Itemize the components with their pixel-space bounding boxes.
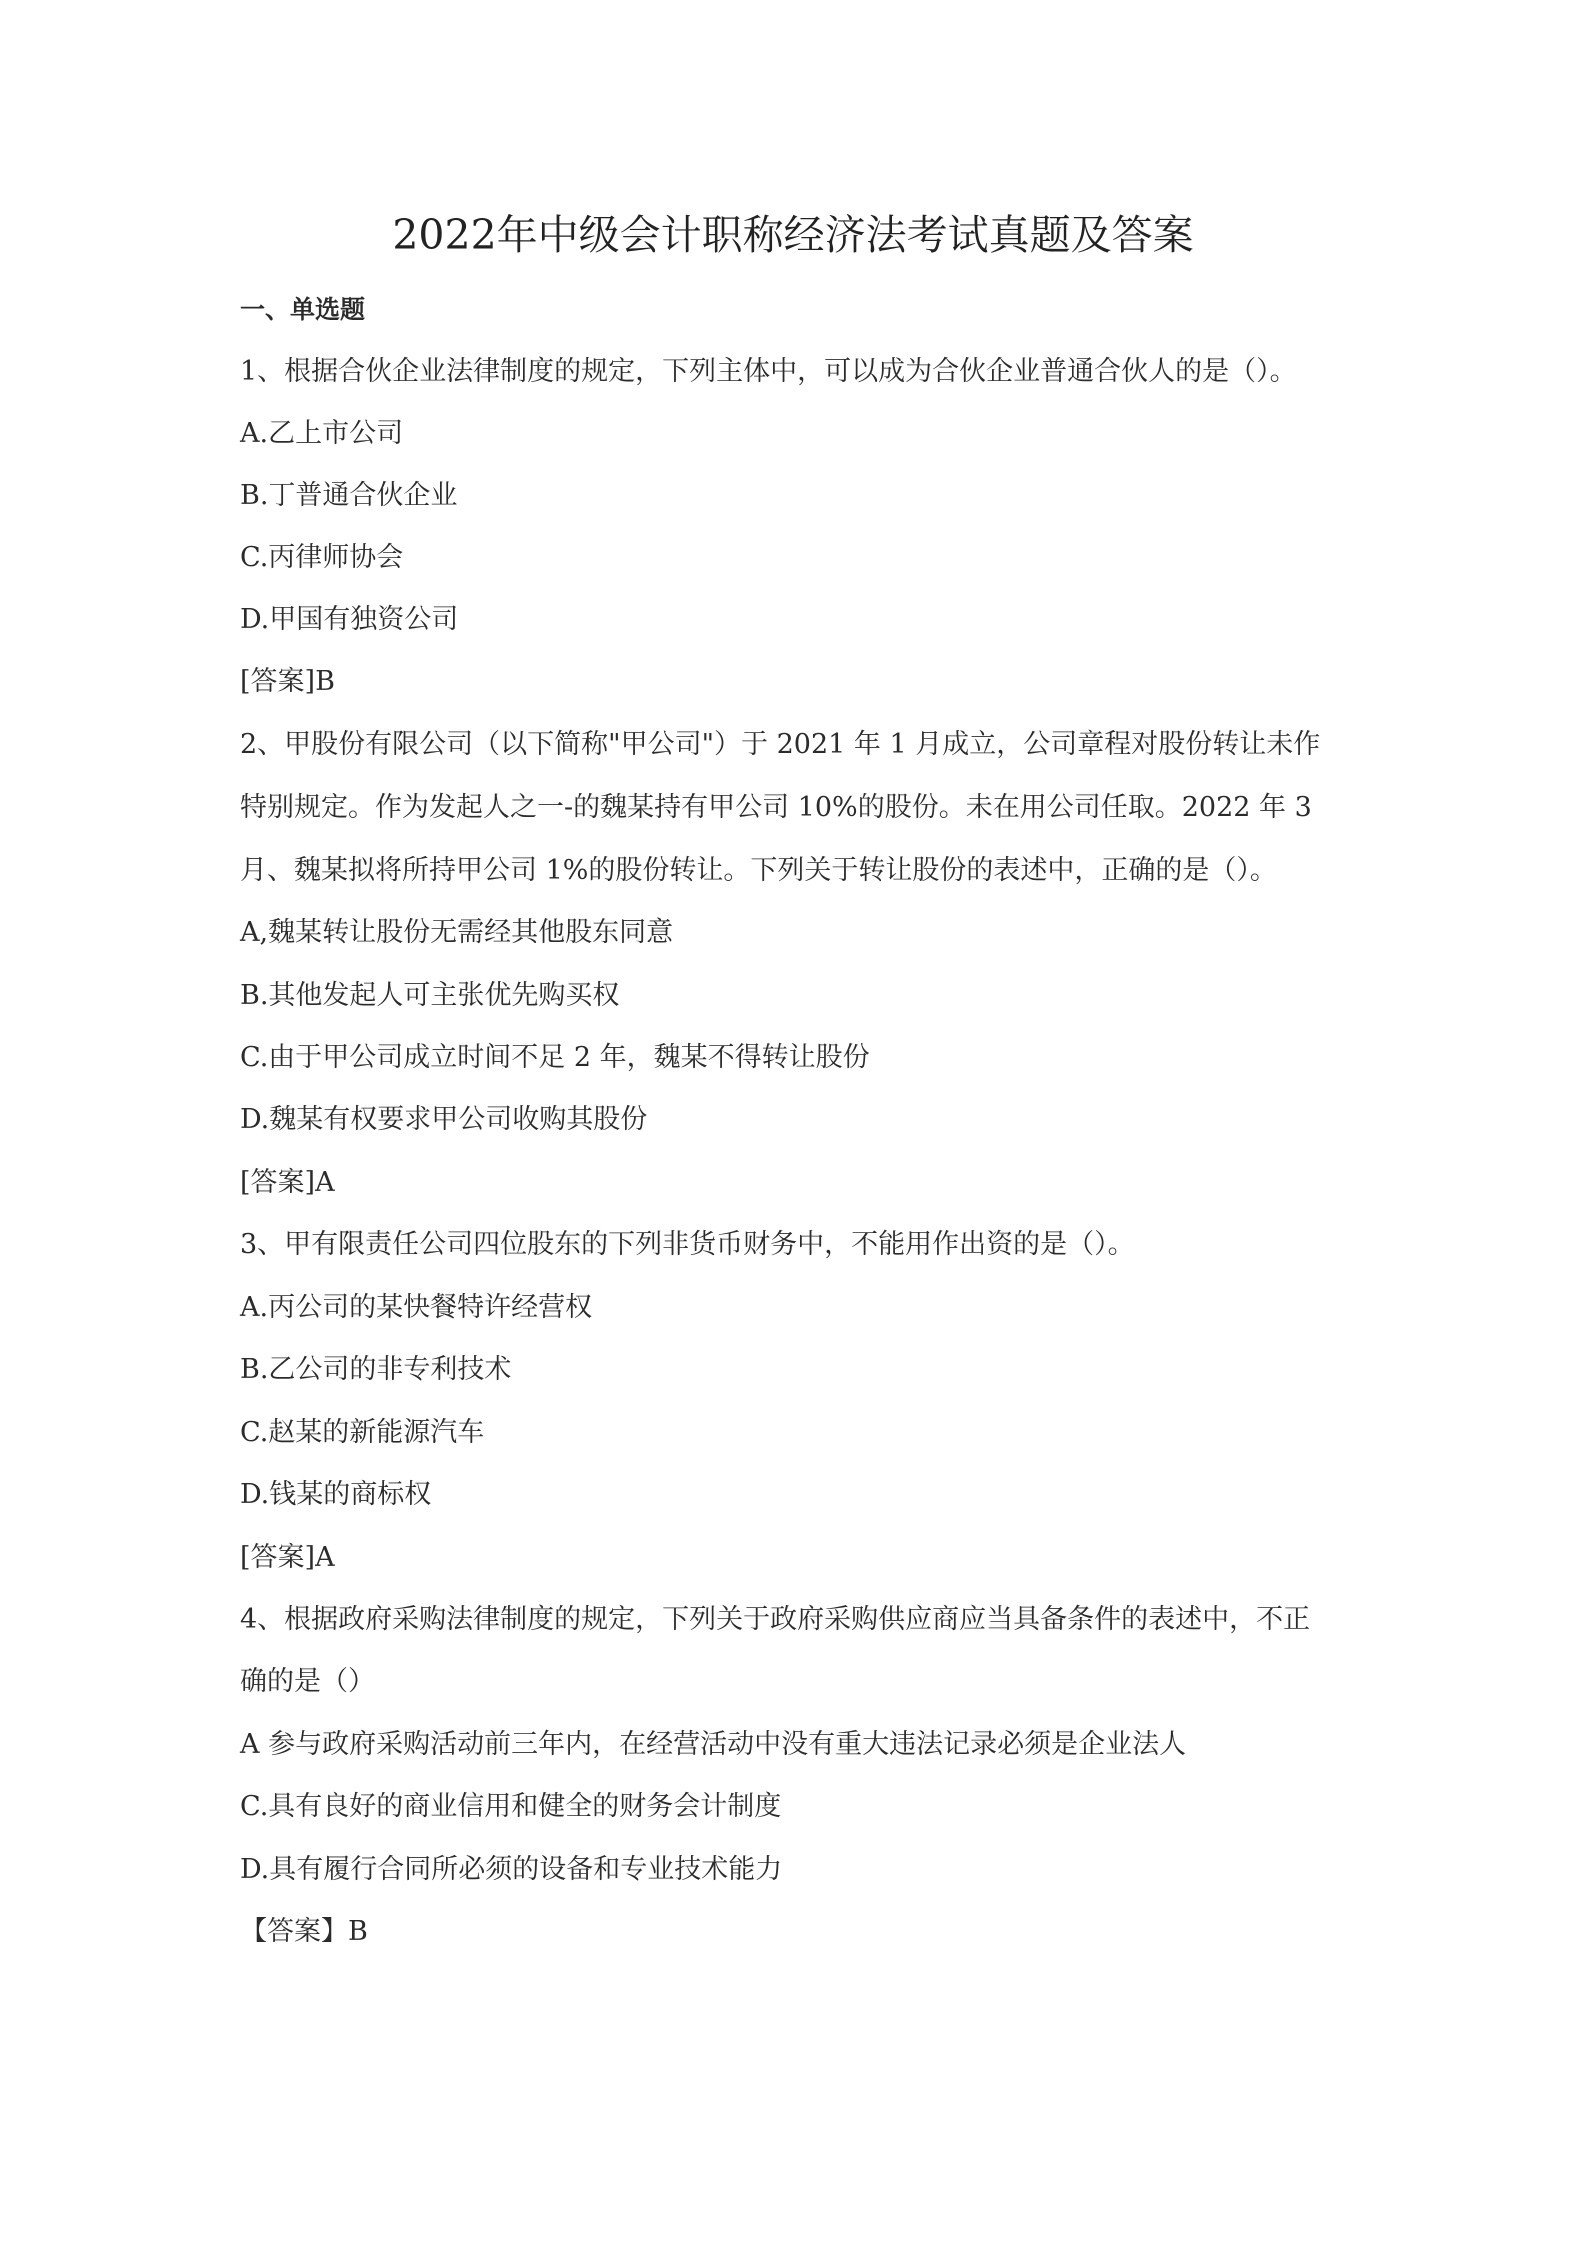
question-4-option-c: C.具有良好的商业信用和健全的财务会计制度 — [240, 1791, 782, 1822]
question-4-answer: 【答案】B — [240, 1916, 368, 1947]
question-3-option-c: C.赵某的新能源汽车 — [240, 1417, 485, 1448]
question-1-answer: [答案]B — [240, 666, 335, 697]
question-1-option-d: D.甲国有独资公司 — [240, 604, 459, 635]
document-title: 2022年中级会计职称经济法考试真题及答案 — [392, 211, 1194, 259]
question-3-option-b: B.乙公司的非专利技术 — [240, 1354, 512, 1385]
question-1-option-c: C.丙律师协会 — [240, 542, 404, 573]
question-1-option-a: A.乙上市公司 — [240, 418, 404, 449]
question-1-option-b: B.丁普通合伙企业 — [240, 480, 458, 511]
question-4-text-line-1: 4、根据政府采购法律制度的规定，下列关于政府采购供应商应当具备条件的表述中，不正 — [240, 1604, 1311, 1635]
question-4-option-a: A 参与政府采购活动前三年内，在经营活动中没有重大违法记录必须是企业法人 — [240, 1729, 1187, 1760]
question-2-text-line-1: 2、甲股份有限公司（以下简称"甲公司"）于 2021 年 1 月成立，公司章程对股份转让未作 — [240, 729, 1321, 760]
question-2-option-b: B.其他发起人可主张优先购买权 — [240, 980, 620, 1011]
question-2-option-c: C.由于甲公司成立时间不足 2 年，魏某不得转让股份 — [240, 1042, 870, 1073]
question-2-answer: [答案]A — [240, 1167, 335, 1198]
question-4-text-line-2: 确的是（） — [240, 1666, 375, 1697]
section-heading: 一、单选题 — [240, 295, 366, 324]
question-2-text-line-2: 特别规定。作为发起人之一-的魏某持有甲公司 10%的股份。未在用公司任取。2022 年 3 — [240, 792, 1312, 823]
question-2-option-d: D.魏某有权要求甲公司收购其股份 — [240, 1104, 648, 1135]
question-2-option-a: A,魏某转让股份无需经其他股东同意 — [240, 917, 674, 948]
question-3-text: 3、甲有限责任公司四位股东的下列非货币财务中，不能用作出资的是（）。 — [240, 1229, 1135, 1260]
question-3-option-d: D.钱某的商标权 — [240, 1479, 432, 1510]
question-1-text: 1、根据合伙企业法律制度的规定，下列主体中，可以成为合伙企业普通合伙人的是（）。 — [240, 356, 1297, 387]
question-3-answer: [答案]A — [240, 1542, 335, 1573]
question-3-option-a: A.丙公司的某快餐特许经营权 — [240, 1292, 593, 1323]
question-2-text-line-3: 月、魏某拟将所持甲公司 1%的股份转让。下列关于转让股份的表述中，正确的是（）。 — [240, 855, 1277, 886]
question-4-option-d: D.具有履行合同所必须的设备和专业技术能力 — [240, 1854, 783, 1885]
